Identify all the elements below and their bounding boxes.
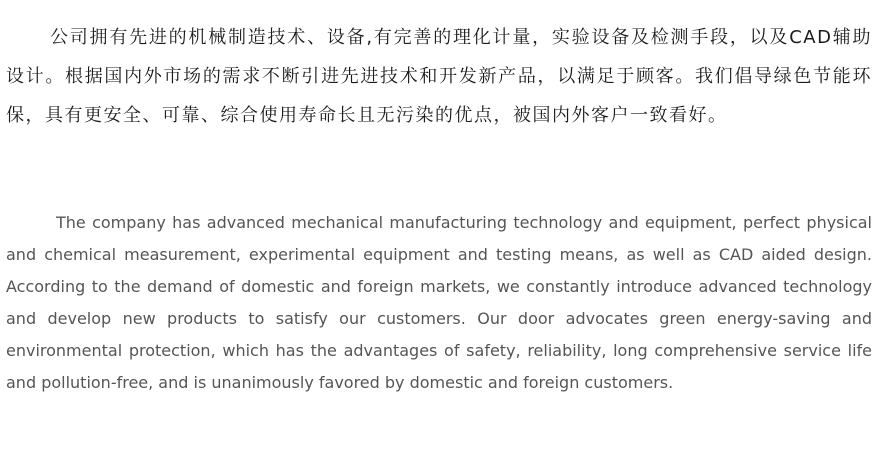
english-intro-paragraph: The company has advanced mechanical manufacturing technology and equipment, perfect physical and chemical measurement, experimental equipment and testing means, as well as CAD aided design. According to the demand of domestic and foreign markets, we constantly introduce advanced technology and develop new products to satisfy our customers. Our door advocates green energy-saving and environmental protection, which has the advantages of safety, reliability, long comprehensive service life and pollution-free, and is unanimously favored by domestic and foreign customers.: [6, 213, 872, 392]
chinese-intro-paragraph: 公司拥有先进的机械制造技术、设备,有完善的理化计量，实验设备及检测手段，以及CAD辅助设计。根据国内外市场的需求不断引进先进技术和开发新产品，以满足于顾客。我们倡导绿色节能环保，具有更安全、可靠、综合使用寿命长且无污染的优点，被国内外客户一致看好。: [6, 27, 872, 126]
